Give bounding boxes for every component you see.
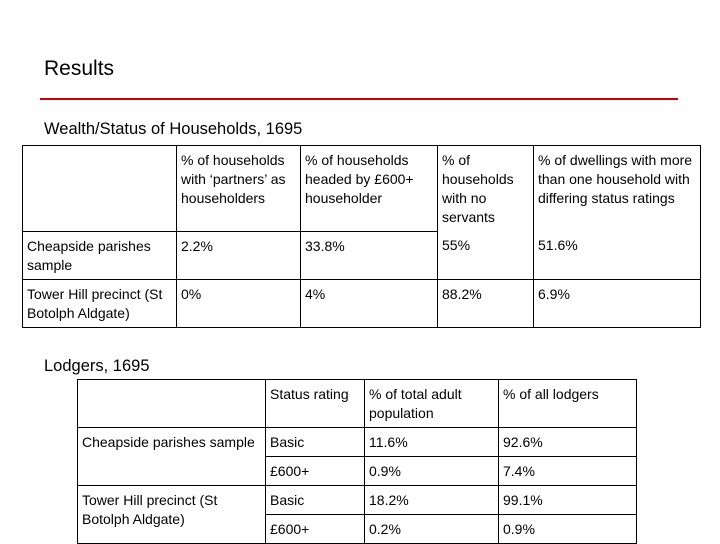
column-header: % of dwellings with more than one household with differing status ratings	[534, 146, 701, 232]
wealth-status-table	[22, 145, 701, 328]
table-cell: 6.9%	[534, 279, 701, 327]
column-header: % of households with no servants	[438, 146, 534, 232]
lodgers-table	[77, 379, 637, 544]
slide-title: Results	[44, 57, 115, 80]
column-header: Status rating	[266, 380, 365, 428]
table-cell: Basic	[266, 486, 365, 515]
table-header-row	[23, 146, 701, 232]
table-header-row	[78, 380, 637, 428]
table-cell: 11.6%	[365, 428, 499, 457]
column-header: % of total adult population	[365, 380, 499, 428]
table-cell: 51.6%	[534, 231, 701, 279]
table-row	[23, 231, 701, 279]
table-row	[78, 486, 637, 515]
column-header: % of all lodgers	[499, 380, 637, 428]
table-cell: 18.2%	[365, 486, 499, 515]
table-cell: 4%	[301, 279, 438, 327]
row-label: Tower Hill precinct (St Botolph Aldgate)	[23, 279, 177, 327]
table-row	[23, 279, 701, 327]
table-cell: 33.8%	[301, 231, 438, 279]
table-cell: 55%	[438, 231, 534, 279]
row-group-label: Cheapside parishes sample	[78, 428, 266, 486]
table-cell: 0.9%	[499, 515, 637, 544]
row-group-label: Tower Hill precinct (St Botolph Aldgate)	[78, 486, 266, 544]
table-cell: 0%	[177, 279, 301, 327]
table-cell: £600+	[266, 515, 365, 544]
table-cell: £600+	[266, 457, 365, 486]
column-header: % of households with ‘partners’ as householders	[177, 146, 301, 232]
table-cell: 0.2%	[365, 515, 499, 544]
title-divider	[40, 98, 678, 100]
wealth-section-heading: Wealth/Status of Households, 1695	[44, 120, 303, 138]
column-header: % of households headed by £600+ householder	[301, 146, 438, 232]
table-cell: 7.4%	[499, 457, 637, 486]
table-cell: 88.2%	[438, 279, 534, 327]
row-label: Cheapside parishes sample	[23, 231, 177, 279]
lodgers-section-heading: Lodgers, 1695	[44, 357, 150, 375]
table-cell: 0.9%	[365, 457, 499, 486]
table-row	[78, 428, 637, 457]
table-cell: 2.2%	[177, 231, 301, 279]
column-header	[78, 380, 266, 428]
table-cell: 99.1%	[499, 486, 637, 515]
table-cell: Basic	[266, 428, 365, 457]
table-cell: 92.6%	[499, 428, 637, 457]
column-header	[23, 146, 177, 232]
